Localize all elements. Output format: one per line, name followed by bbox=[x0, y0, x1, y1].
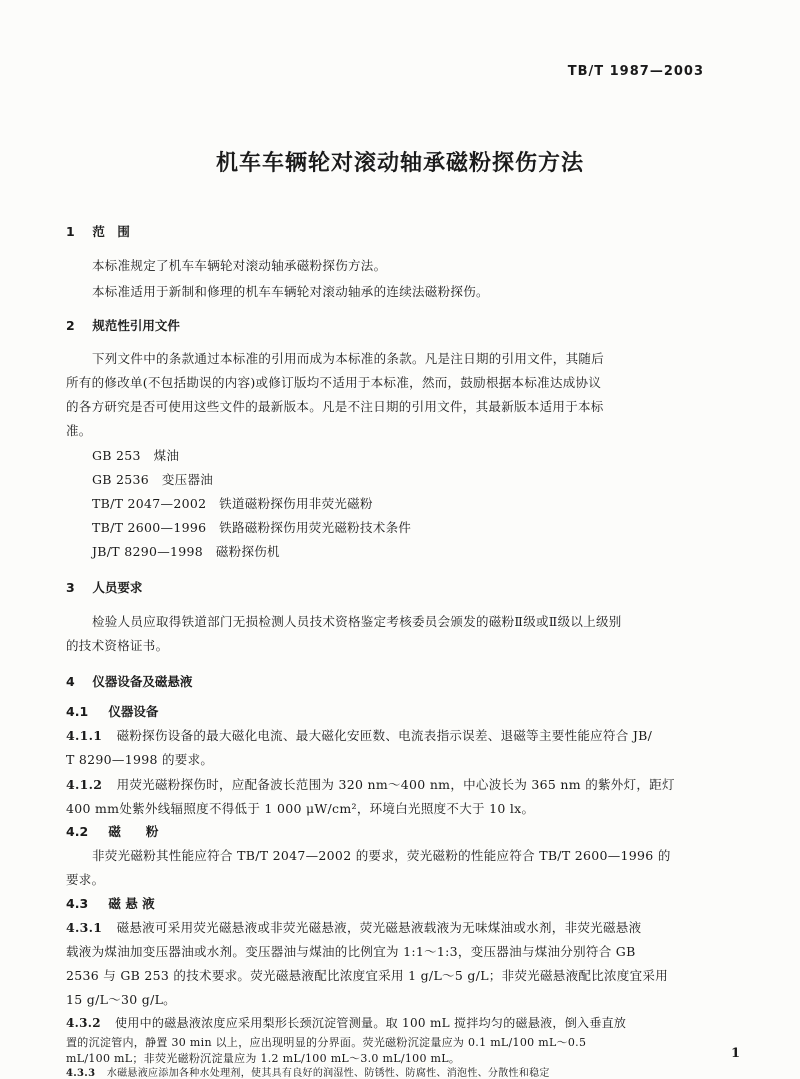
clause-4-1-1 bbox=[66, 726, 652, 744]
section-title: 仪器设备及磁悬液 bbox=[92, 674, 193, 689]
reference-item: GB 253 煤油 bbox=[92, 448, 180, 463]
section-number: 4.1 bbox=[66, 704, 89, 719]
section-number: 1 bbox=[66, 224, 75, 239]
section-4-heading bbox=[66, 672, 192, 690]
paragraph-line: 置的沉淀管内，静置 30 min 以上，应出现明显的分界面。荧光磁粉沉淀量应为 0.1 mL/100 mL～0.5 bbox=[66, 1036, 587, 1049]
paragraph-line: 磁粉探伤设备的最大磁化电流、最大磁化安匝数、电流表指示误差、退磁等主要性能应符合 JB/ bbox=[116, 728, 653, 743]
paragraph-line: 400 mm处紫外线辐照度不得低于 1 000 μW/cm²，环境白光照度不大于 10 lx。 bbox=[66, 801, 535, 816]
reference-item: JB/T 8290—1998 磁粉探伤机 bbox=[92, 544, 280, 559]
reference-item: TB/T 2047—2002 铁道磁粉探伤用非荧光磁粉 bbox=[92, 496, 373, 511]
section-1-heading bbox=[66, 222, 130, 240]
clause-number: 4.3.3 bbox=[66, 1068, 96, 1079]
paragraph-line: 2536 与 GB 253 的技术要求。荧光磁悬液配比浓度宜采用 1 g/L～5 g/L；非荧光磁悬液配比浓度宜采用 bbox=[66, 968, 668, 983]
paragraph-line: T 8290—1998 的要求。 bbox=[66, 752, 214, 767]
section-title: 磁 悬 液 bbox=[108, 896, 155, 911]
page-number: 1 bbox=[730, 1046, 740, 1061]
paragraph-line: 15 g/L～30 g/L。 bbox=[66, 992, 176, 1007]
clause-4-3-3 bbox=[66, 1064, 550, 1079]
section-number: 4.2 bbox=[66, 824, 89, 839]
section-number: 3 bbox=[66, 580, 75, 595]
section-number: 4.3 bbox=[66, 896, 89, 911]
paragraph-line: 本标准适用于新制和修理的机车车辆轮对滚动轴承的连续法磁粉探伤。 bbox=[92, 284, 489, 299]
paragraph-line: 所有的修改单(不包括勘误的内容)或修订版均不适用于本标准，然而，鼓励根据本标准达成协议 bbox=[66, 375, 602, 390]
paragraph-line: 载液为煤油加变压器油或水剂。变压器油与煤油的比例宜为 1:1～1:3，变压器油与煤油分别符合 GB bbox=[66, 944, 636, 959]
clause-number: 4.1.2 bbox=[66, 777, 103, 792]
clause-4-3-2 bbox=[66, 1014, 626, 1031]
clause-number: 4.3.2 bbox=[66, 1016, 101, 1030]
paragraph-line: 用荧光磁粉探伤时，应配备波长范围为 320 nm～400 nm，中心波长为 365 nm 的紫外灯，距灯 bbox=[116, 777, 675, 792]
paragraph-line: 的各方研究是否可使用这些文件的最新版本。凡是不注日期的引用文件，其最新版本适用于本标 bbox=[66, 399, 604, 414]
section-title: 磁 粉 bbox=[108, 824, 159, 839]
section-title: 仪器设备 bbox=[108, 704, 159, 719]
paragraph-line: 的技术资格证书。 bbox=[66, 638, 169, 653]
paragraph-line: 本标准规定了机车车辆轮对滚动轴承磁粉探伤方法。 bbox=[92, 258, 387, 273]
clause-number: 4.3.1 bbox=[66, 920, 103, 935]
reference-item: TB/T 2600—1996 铁路磁粉探伤用荧光磁粉技术条件 bbox=[92, 520, 412, 535]
paragraph-line: 下列文件中的条款通过本标准的引用而成为本标准的条款。凡是注日期的引用文件，其随后 bbox=[92, 351, 605, 366]
subsection-4-2-heading bbox=[66, 822, 158, 840]
section-title: 范 围 bbox=[92, 224, 130, 239]
section-number: 2 bbox=[66, 318, 75, 333]
subsection-4-1-heading bbox=[66, 702, 158, 720]
clause-number: 4.1.1 bbox=[66, 728, 103, 743]
paragraph-line: 要求。 bbox=[66, 872, 105, 887]
subsection-4-3-heading bbox=[66, 894, 155, 912]
section-title: 人员要求 bbox=[92, 580, 143, 595]
standard-number: TB/T 1987—2003 bbox=[567, 64, 704, 79]
clause-4-1-2 bbox=[66, 775, 675, 793]
section-title: 规范性引用文件 bbox=[92, 318, 180, 333]
paragraph-line: 准。 bbox=[66, 423, 92, 438]
section-2-heading bbox=[66, 316, 180, 334]
section-number: 4 bbox=[66, 674, 75, 689]
paragraph-line: 检验人员应取得铁道部门无损检测人员技术资格鉴定考核委员会颁发的磁粉Ⅱ级或Ⅱ级以上级别 bbox=[92, 614, 622, 629]
paragraph-line: 水磁悬液应添加各种水处理剂，使其具有良好的润湿性、防锈性、防腐性、消泡性、分散性和稳定 bbox=[106, 1068, 550, 1079]
paragraph-line: 磁悬液可采用荧光磁悬液或非荧光磁悬液，荧光磁悬液载液为无味煤油或水剂，非荧光磁悬液 bbox=[116, 920, 642, 935]
paragraph-line: mL/100 mL；非荧光磁粉沉淀量应为 1.2 mL/100 mL～3.0 mL/100 mL。 bbox=[66, 1052, 461, 1065]
clause-4-3-1 bbox=[66, 918, 641, 936]
paragraph-line: 非荧光磁粉其性能应符合 TB/T 2047—2002 的要求，荧光磁粉的性能应符合 TB/T 2600—1996 的 bbox=[92, 848, 671, 863]
document-title: 机车车辆轮对滚动轴承磁粉探伤方法 bbox=[215, 151, 584, 176]
section-3-heading bbox=[66, 578, 142, 596]
paragraph-line: 使用中的磁悬液浓度应采用梨形长颈沉淀管测量。取 100 mL 搅拌均匀的磁悬液，倒入垂直放 bbox=[115, 1016, 627, 1030]
reference-item: GB 2536 变压器油 bbox=[92, 472, 214, 487]
